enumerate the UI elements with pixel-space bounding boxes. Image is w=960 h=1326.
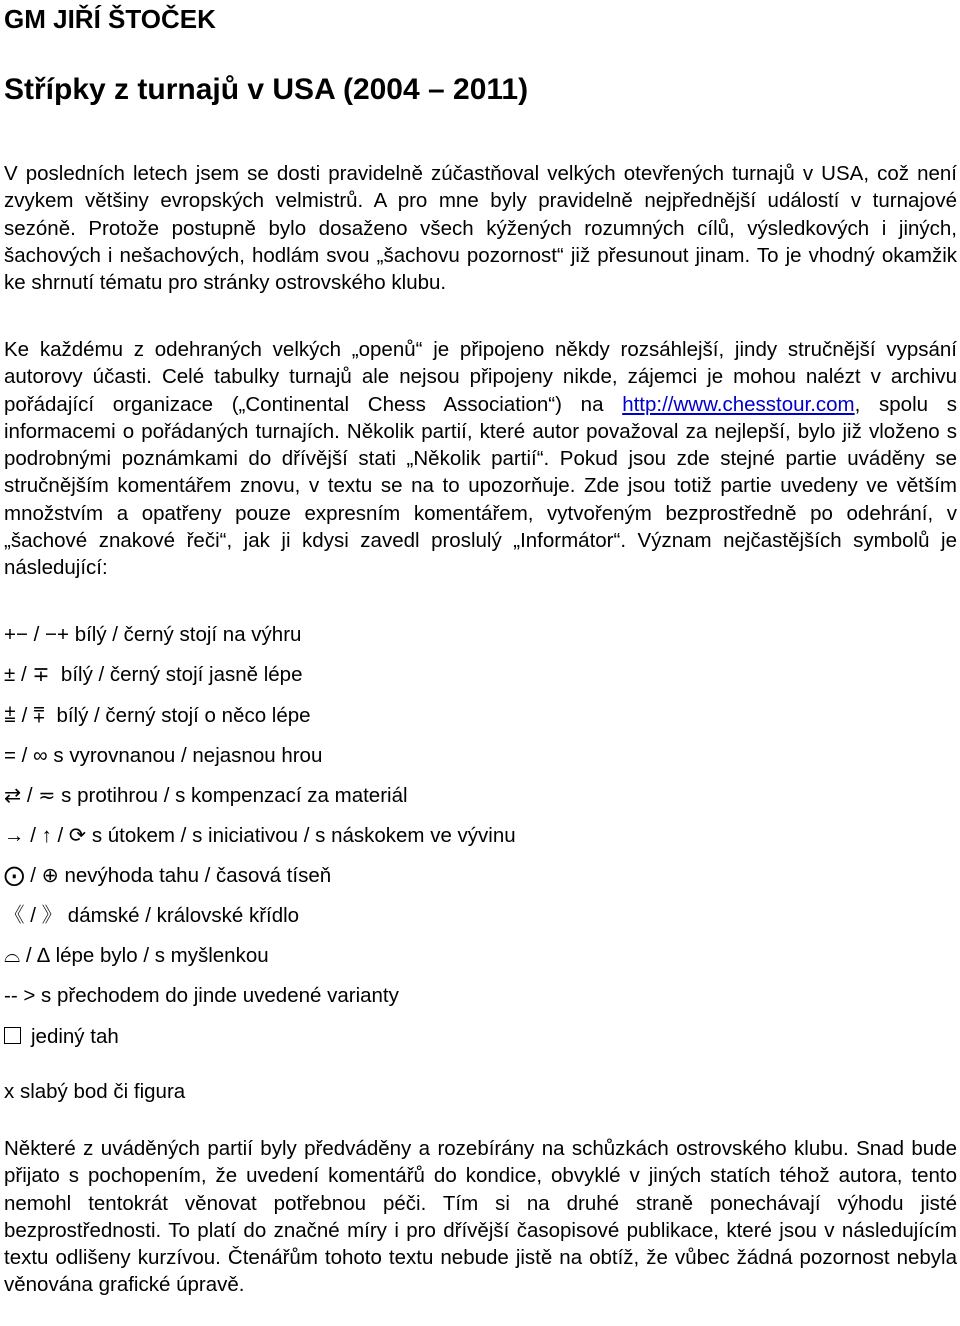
symbol-desc: bílý / černý stojí o něco lépe [56,704,311,727]
symbol-row [4,743,322,769]
symbol-desc: s útokem / s iniciativou / s náskokem ve vývinu [91,824,516,847]
symbol-desc: lépe bylo / s myšlenkou [55,944,269,967]
symbol-desc: bílý / černý stojí jasně lépe [60,663,303,686]
symbol-desc: s protihrou / s kompenzací za materiál [61,784,408,807]
symbol-desc: s vyrovnanou / nejasnou hrou [53,744,323,767]
symbol-glyph: x [4,1080,15,1103]
article-title: Střípky z turnajů v USA (2004 – 2011) [4,73,529,106]
symbol-row [4,903,299,929]
symbol-row [4,983,399,1009]
symbol-row [4,622,301,648]
second-paragraph-part1: Ke každému z odehraných velkých „openů“ je připojeno někdy rozsáhlejší, jindy stručnější vypsání autorovy účasti. Celé tabulky turnajů ale nejsou připojeny nikde, zájemci je mohou nalézt v archivu pořádající organizace („Continental Chess Association“) na [4,338,957,416]
symbol-glyph: -- > [4,984,36,1007]
symbol-desc: bílý / černý stojí na výhru [74,623,302,646]
empty-square-icon [4,1027,21,1044]
symbol-row [4,703,311,729]
second-paragraph-part2: , spolu s informacemi o pořádaných turnajích. Několik partií, které autor považoval za nejlepší, bylo již vloženo s podrobnými poznámkami do dřívější stati „Několik partií“. Pokud jsou zde stejné partie uváděny se stručnějším komentářem znovu, v textu se na to upozorňuje. Zde jsou totiž partie uvedeny ve větším množstvím a opatřeny pouze expresním komentářem, vytvořeným bezprostředně po odehrání, v „šachové znakové řeči“, jak ji kdysi zavedl proslulý „Informátor“. Význam nejčastějších symbolů je následující: [4,392,957,580]
symbol-row [4,863,331,889]
symbol-glyph: ⨀ / ⊕ [4,864,59,887]
symbol-desc: nevýhoda tahu / časová tíseň [64,864,332,887]
symbol-row [4,783,408,809]
symbol-desc: s přechodem do jinde uvedené varianty [41,984,399,1007]
symbol-glyph: ⩲ / ⩱ [4,704,46,727]
second-paragraph [4,336,957,582]
symbol-row [4,823,516,849]
symbol-desc: slabý bod či figura [19,1080,186,1103]
symbol-glyph: ± / ∓ [4,663,50,686]
symbol-desc: jediný tah [31,1025,119,1048]
symbol-glyph: ⌓ / ∆ [4,944,50,967]
chesstour-link[interactable]: http://www.chesstour.com [622,392,855,416]
symbol-desc: dámské / královské křídlo [67,904,300,927]
symbol-glyph: ⇄ / ≂ [4,784,56,807]
symbol-row [4,1079,185,1105]
symbol-row [4,662,303,688]
symbol-glyph: 《 / 》 [4,904,63,927]
closing-paragraph: Některé z uváděných partií byly předváděny a rozebírány na schůzkách ostrovského klubu. Snad bude přijato s pochopením, že uvedení komentářů do kondice, obvyklé v jiných statích téhož autora, tento nemohl tentokrát věnovat potřebnou péči. Tím si na druhé straně ponechávají výhodu jisté bezprostřednosti. To platí do značné míry i pro dřívější časopisové publikace, které jsou v následujícím textu odlišeny kurzívou. Čtenářům tohoto textu nebude jistě na obtíž, že vůbec žádná pozornost nebyla věnována grafické úpravě. [4,1137,957,1297]
symbol-glyph: = / ∞ [4,744,48,767]
intro-paragraph: V posledních letech jsem se dosti pravidelně zúčastňoval velkých otevřených turnajů v USA, což není zvykem většiny evropských velmistrů. A pro mne byly pravidelně nejpřednější událostí v turnajové sezóně. Protože postupně bylo dosaženo všech kýžených rozumných cílů, výsledkových i jiných, šachových i nešachových, hodlám svou „šachovu pozornost“ již přesunout jinam. To je vhodný okamžik ke shrnutí tématu pro stránky ostrovského klubu. [4,162,957,295]
symbol-row [4,1024,119,1050]
author-heading: GM JIŘÍ ŠTOČEK [4,4,216,34]
symbol-row [4,943,269,969]
symbol-glyph: +− / −+ [4,623,69,646]
symbol-glyph: → / ↑ / ⟳ [4,824,87,847]
